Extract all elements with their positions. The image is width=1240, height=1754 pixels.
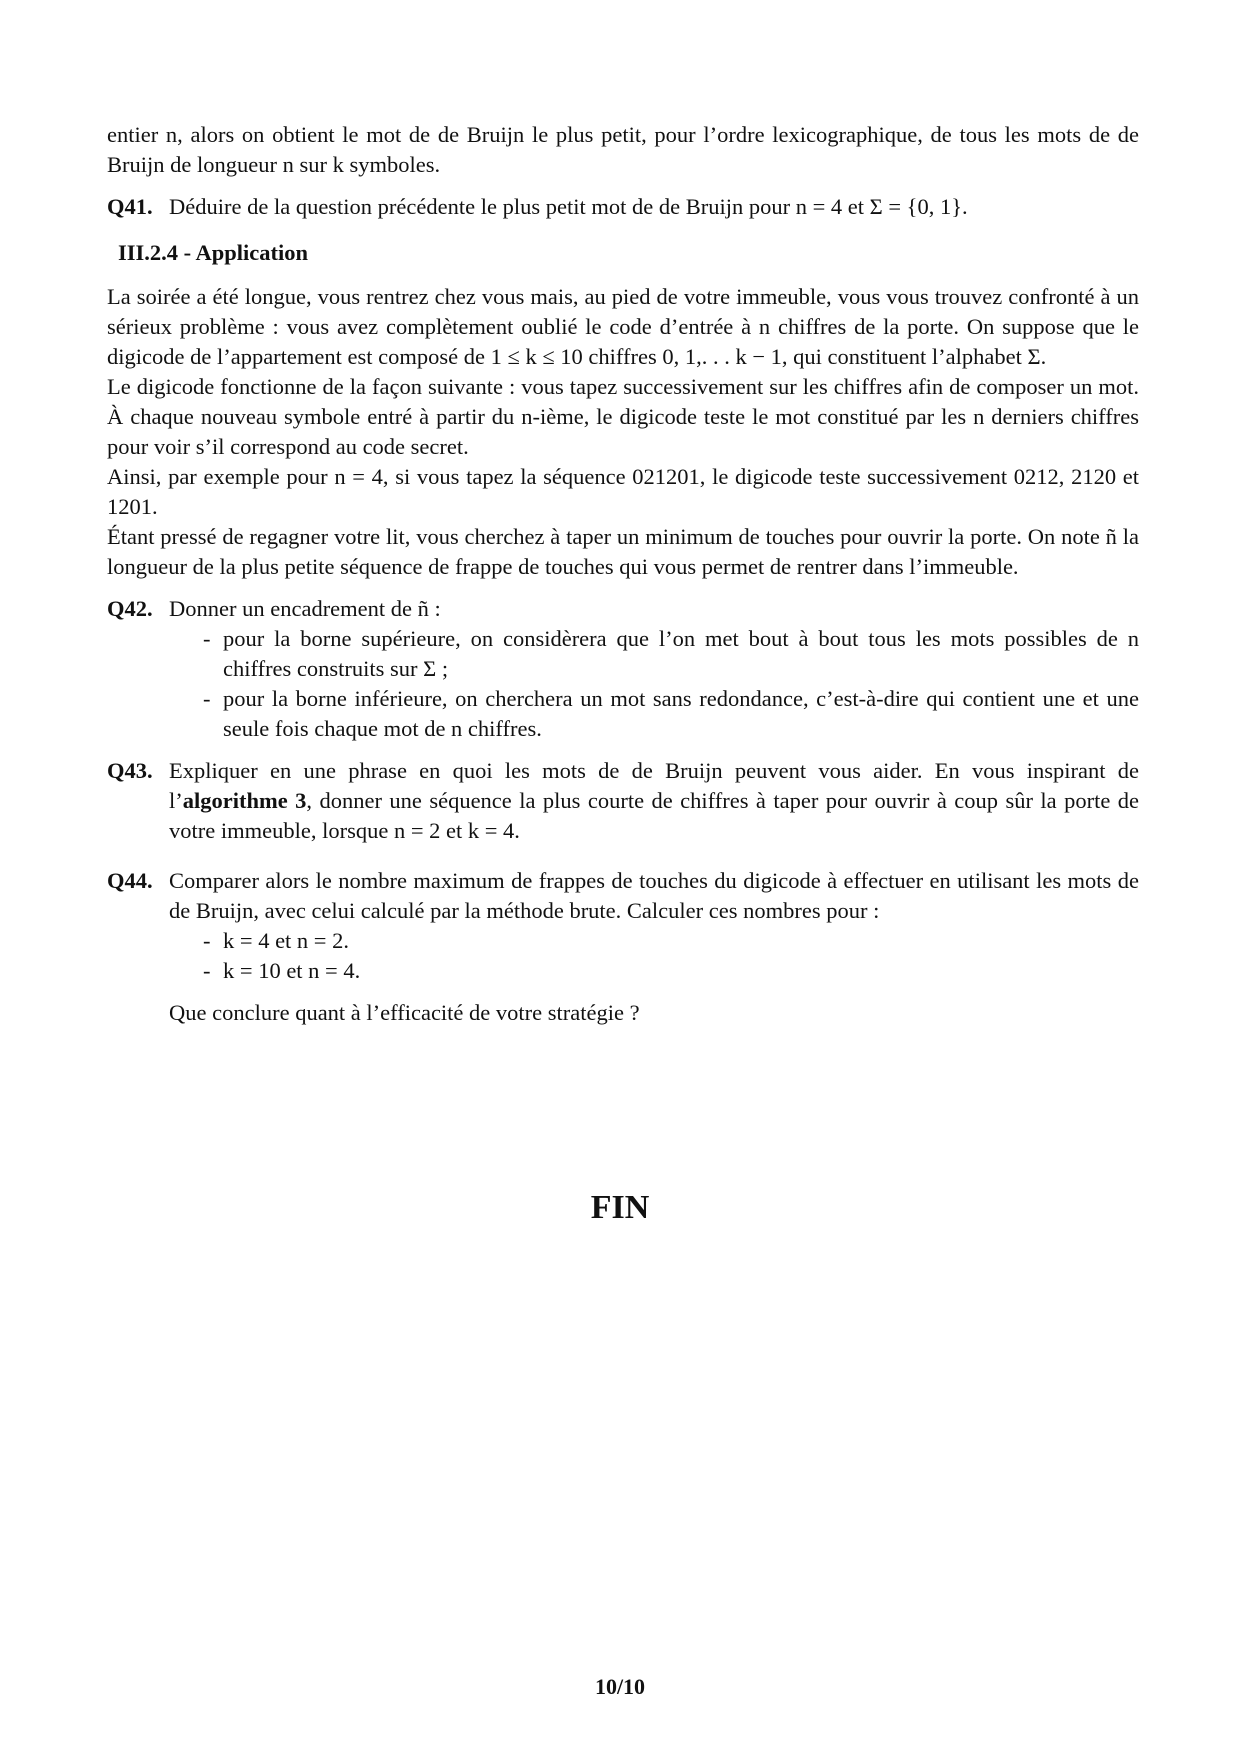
- question-42: [107, 594, 1139, 624]
- question-43: [107, 756, 1139, 846]
- question-text: Donner un encadrement de ñ :: [169, 596, 441, 621]
- list-item: - k = 4 et n = 2.: [203, 928, 349, 953]
- page-number: 10/10: [594, 1674, 646, 1699]
- list-item: - pour la borne supérieure, on considèrera que l’on met bout à bout tous les mots possibles de n chiffres construits sur Σ ;: [203, 626, 1139, 681]
- list-item: - k = 10 et n = 4.: [203, 958, 361, 983]
- question-41: [107, 192, 1139, 222]
- application-paragraph-2: Le digicode fonctionne de la façon suivante : vous tapez successivement sur les chiffres afin de composer un mot. À chaque nouveau symbole entré à partir du n-ième, le digicode teste le mot constitué par les n derniers chiffres pour voir s’il correspond au code secret.: [107, 374, 1139, 459]
- q42-bullet-list: [203, 624, 1139, 744]
- question-44: [107, 866, 1139, 1028]
- question-text: Comparer alors le nombre maximum de frappes de touches du digicode à effectuer en utilisant les mots de de Bruijn, avec celui calculé par la méthode brute. Calculer ces nombres pour : - k = 4 et n = 2. - k = 10 et n = 4. Que conclure quant à l’efficacité de votre stratégie ?: [169, 866, 1139, 1028]
- application-paragraph-1: La soirée a été longue, vous rentrez chez vous mais, au pied de votre immeuble, vous vous trouvez confronté à un sérieux problème : vous avez complètement oublié le code d’entrée à n chiffres de la porte. On suppose que le digicode de l’appartement est composé de 1 ≤ k ≤ 10 chiffres 0, 1,. . . k − 1, qui constituent l’alphabet Σ.: [107, 284, 1139, 369]
- question-label: Q43.: [107, 758, 153, 783]
- algorithm-reference: algorithme 3: [182, 788, 307, 813]
- question-label: Q41.: [107, 194, 153, 219]
- intro-paragraph: entier n, alors on obtient le mot de de Bruijn le plus petit, pour l’ordre lexicographique, de tous les mots de de Bruijn de longueur n sur k symboles.: [107, 122, 1139, 177]
- end-marker: FIN: [590, 1189, 650, 1226]
- question-text: Expliquer en une phrase en quoi les mots de de Bruijn peuvent vous aider. En vous inspirant de l’algorithme 3, donner une séquence la plus courte de chiffres à taper pour ouvrir à coup sûr la porte de votre immeuble, lorsque n = 2 et k = 4.: [169, 758, 1139, 843]
- question-text: Déduire de la question précédente le plus petit mot de de Bruijn pour n = 4 et Σ = {0, 1}.: [169, 194, 968, 219]
- application-paragraph-4: Étant pressé de regagner votre lit, vous cherchez à taper un minimum de touches pour ouvrir la porte. On note ñ la longueur de la plus petite séquence de frappe de touches qui vous permet de rentrer dans l’immeuble.: [107, 524, 1139, 579]
- page-content: [107, 120, 1139, 1028]
- subsection-title: III.2.4 - Application: [118, 240, 309, 265]
- question-label: Q42.: [107, 596, 153, 621]
- q44-conclusion: Que conclure quant à l’efficacité de votre stratégie ?: [169, 1000, 640, 1025]
- list-item: - pour la borne inférieure, on cherchera un mot sans redondance, c’est-à-dire qui contient une et une seule fois chaque mot de n chiffres.: [203, 686, 1139, 741]
- question-label: Q44.: [107, 868, 153, 893]
- application-paragraph-3: Ainsi, par exemple pour n = 4, si vous tapez la séquence 021201, le digicode teste successivement 0212, 2120 et 1201.: [107, 464, 1139, 519]
- q44-bullet-list: [203, 926, 1139, 986]
